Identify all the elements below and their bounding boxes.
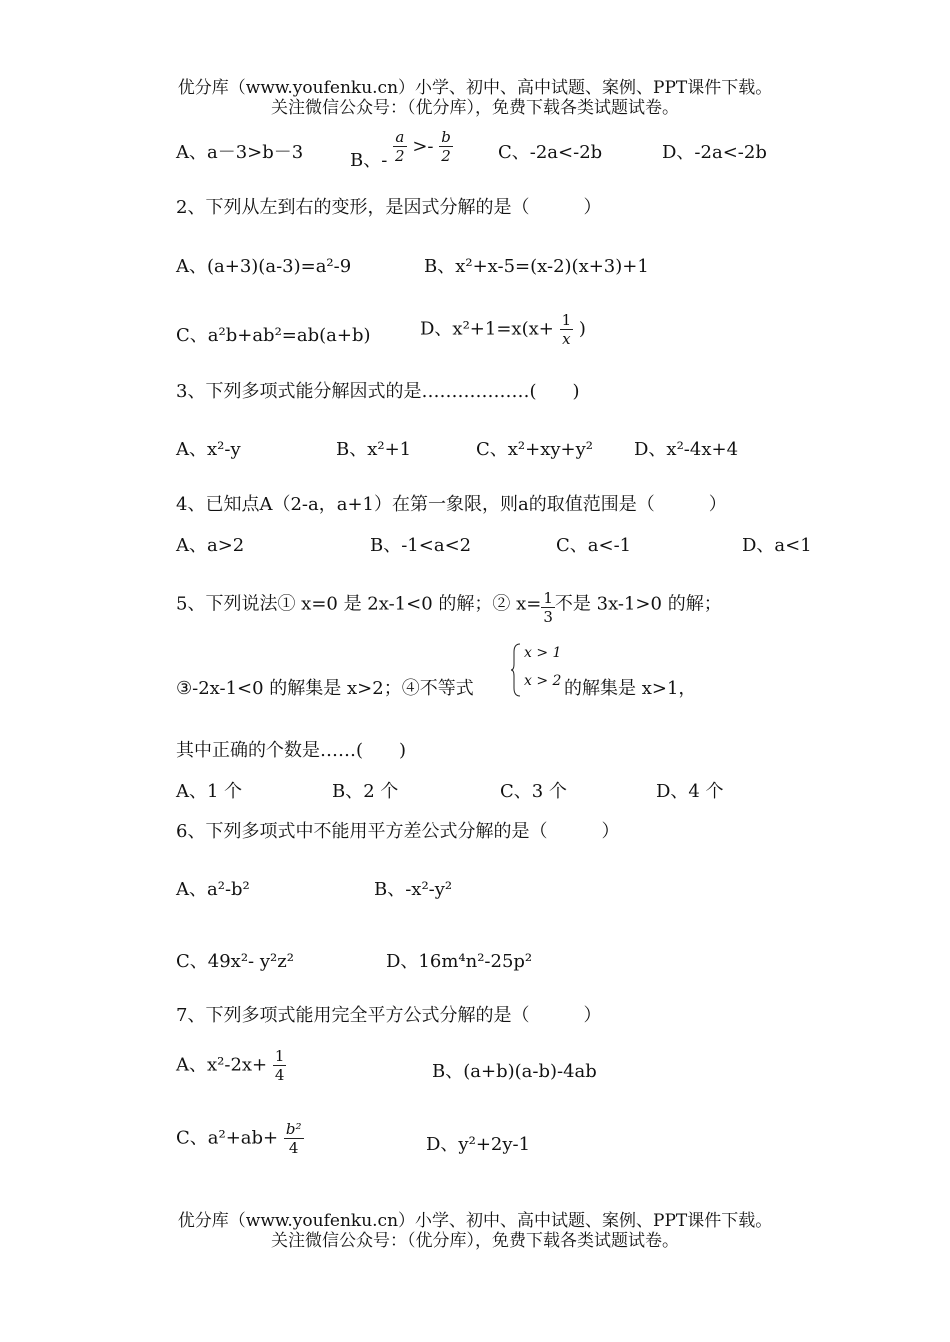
fraction-numerator: b: [441, 128, 451, 146]
q4-option-d: D、a<1: [742, 535, 812, 556]
fraction-denominator: 4: [274, 1066, 285, 1084]
q4-option-c: C、a<-1: [556, 535, 632, 556]
fraction-numerator: 1: [543, 589, 553, 607]
q6-stem: 6、下列多项式中不能用平方差公式分解的是（ ）: [176, 821, 620, 842]
q4-option-b: B、-1<a<2: [370, 535, 472, 556]
q2-option-a: A、(a+3)(a-3)=a²-9: [176, 256, 352, 277]
q7-option-c-prefix: C、a²+ab+: [176, 1127, 279, 1149]
q7-option-c-fraction: [284, 1120, 304, 1157]
q5-line2-prefix: ③-2x-1<0 的解集是 x>2；④不等式: [176, 678, 474, 699]
q7-option-a-prefix: A、x²-2x+: [176, 1054, 268, 1076]
q5-stem-line-1: [176, 586, 722, 626]
q2-stem: 2、下列从左到右的变形，是因式分解的是（ ）: [176, 197, 602, 218]
fraction-numerator: 1: [561, 311, 572, 329]
q6-option-d: D、16m⁴n²-25p²: [386, 951, 533, 972]
fraction-denominator: 3: [543, 608, 553, 626]
q3-option-c: C、x²+xy+y²: [476, 439, 594, 460]
q5-stem-line-3: 其中正确的个数是……( ): [176, 740, 407, 761]
q3-option-a: A、x²-y: [176, 439, 241, 460]
fraction-denominator: 4: [284, 1138, 304, 1157]
system-line-2: x > 2: [524, 673, 562, 689]
q3-option-d: D、x²-4x+4: [634, 439, 739, 460]
q7-stem: 7、下列多项式能用完全平方公式分解的是（ ）: [176, 1005, 602, 1026]
q7-option-d: D、y²+2y-1: [426, 1134, 531, 1155]
header-line-1: 优分库（www.youfenku.cn）小学、初中、高中试题、案例、PPT课件下载。: [177, 78, 773, 98]
footer-line-1: 优分库（www.youfenku.cn）小学、初中、高中试题、案例、PPT课件下载。: [177, 1211, 773, 1231]
q5-stem-part-1: 5、下列说法① x=0 是 2x-1<0 的解；② x=: [176, 593, 542, 615]
q1-option-d: D、-2a<-2b: [662, 142, 767, 163]
fraction-denominator: 2: [439, 146, 453, 165]
q6-option-c: C、49x²- y²z²: [176, 951, 294, 972]
q5-option-d: D、4 个: [656, 781, 724, 802]
q5-inequality-system: [510, 642, 560, 700]
q1-option-b-prefix: B、-: [350, 149, 388, 171]
q7-option-c: [176, 1120, 304, 1157]
q3-option-b: B、x²+1: [336, 439, 412, 460]
q2-option-b: B、x²+x-5=(x-2)(x+3)+1: [424, 256, 649, 277]
q1-option-b: [350, 128, 453, 171]
q7-option-b: B、(a+b)(a-b)-4ab: [432, 1061, 597, 1082]
footer-line-2: 关注微信公众号：（优分库），免费下载各类试题试卷。: [271, 1231, 679, 1251]
q5-stem-part-2: 不是 3x-1>0 的解；: [554, 593, 722, 615]
q2-option-d-fraction: [560, 311, 574, 348]
q7-option-a-fraction: [273, 1047, 287, 1084]
fraction-denominator: x: [560, 329, 574, 348]
q1-option-b-mid: >-: [412, 135, 434, 157]
q2-option-d: [420, 311, 586, 348]
q2-option-d-prefix: D、x²+1=x(x+: [420, 318, 554, 340]
q2-option-c: C、a²b+ab²=ab(a+b): [176, 325, 371, 346]
q5-fraction: [541, 589, 555, 626]
fraction-numerator: a: [395, 128, 405, 146]
q1-option-b-fraction-a: [393, 128, 407, 165]
q4-option-a: A、a>2: [176, 535, 245, 556]
system-line-1: x > 1: [524, 645, 562, 661]
fraction-denominator: 2: [395, 147, 405, 165]
fraction-numerator: 1: [274, 1047, 285, 1065]
q1-option-c: C、-2a<-2b: [498, 142, 603, 163]
q5-option-a: A、1 个: [176, 781, 243, 802]
brace-icon: [510, 642, 522, 698]
q4-stem: 4、已知点A（2-a，a+1）在第一象限，则a的取值范围是（ ）: [176, 494, 727, 515]
q5-option-b: B、2 个: [332, 781, 399, 802]
q5-line2-suffix: 的解集是 x>1，: [564, 678, 697, 699]
q3-stem: 3、下列多项式能分解因式的是………………( ): [176, 381, 580, 402]
q1-option-a: A、a－3>b－3: [176, 142, 304, 163]
q1-option-b-fraction-b: [439, 128, 453, 165]
header-line-2: 关注微信公众号：（优分库），免费下载各类试题试卷。: [271, 98, 679, 118]
q5-option-c: C、3 个: [500, 781, 567, 802]
q6-option-a: A、a²-b²: [176, 879, 250, 900]
fraction-numerator: b²: [285, 1120, 302, 1138]
q2-option-d-suffix: ): [578, 318, 586, 340]
q6-option-b: B、-x²-y²: [374, 879, 453, 900]
q7-option-a: [176, 1047, 286, 1084]
